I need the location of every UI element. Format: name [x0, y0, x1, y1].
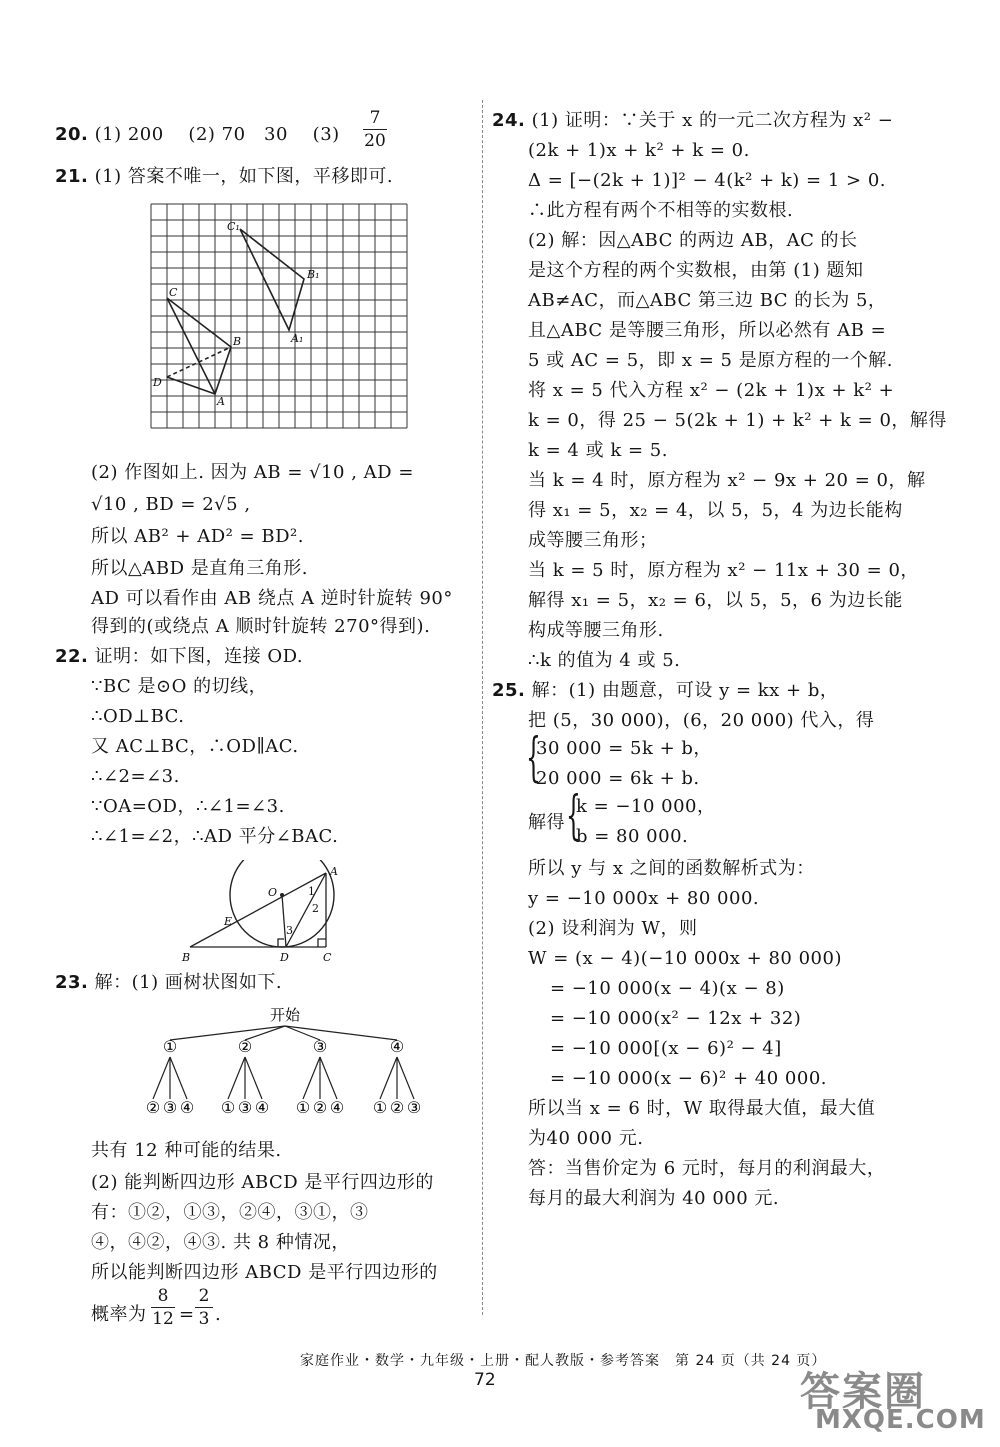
- q23-number: 23.: [55, 972, 89, 993]
- tree-edge-child: [303, 1057, 320, 1099]
- tree-leaf-node: ②: [145, 1098, 161, 1117]
- q23-fraction1: [151, 1286, 175, 1329]
- tree-branch-node: ②: [237, 1037, 253, 1056]
- tree-edge-child: [153, 1057, 170, 1099]
- system1-brace: {: [526, 728, 541, 788]
- tree-leaf-node: ③: [406, 1098, 422, 1117]
- q24-text19: ∴k 的值为 4 或 5.: [528, 650, 681, 671]
- q24-text13: 当 k = 4 时，原方程为 x² − 9x + 20 = 0，解: [528, 470, 926, 491]
- q25-text8: = −10 000(x² − 12x + 32): [550, 1008, 802, 1029]
- label-a: A: [217, 395, 225, 408]
- q24-text6: 是这个方程的两个实数根，由第 (1) 题知: [528, 260, 864, 281]
- q24-text8: 且△ABC 是等腰三角形，所以必然有 AB =: [528, 320, 887, 341]
- q23-text6: 所以能判断四边形 ABCD 是平行四边形的: [91, 1262, 438, 1283]
- label-a2: A: [330, 865, 338, 878]
- q20-number: 20.: [55, 124, 89, 145]
- q21-text4: 所以 AB² + AD² = BD².: [91, 526, 304, 547]
- tree-root: 开始: [269, 1006, 301, 1024]
- q24-text12: k = 4 或 k = 5.: [528, 440, 668, 461]
- q25-text6: W = (x − 4)(−10 000x + 80 000): [528, 948, 842, 969]
- label-d2: D: [280, 951, 289, 964]
- q22-text4: 又 AC⊥BC，∴OD∥AC.: [91, 736, 299, 757]
- page-number: 72: [474, 1370, 496, 1390]
- label-c2: C: [323, 951, 332, 964]
- q24-text9: 5 或 AC = 5，即 x = 5 是原方程的一个解.: [528, 350, 893, 371]
- label-b1: B₁: [307, 268, 320, 281]
- q22-line1: [55, 644, 303, 670]
- q23-tree-diagram: [135, 1000, 435, 1130]
- q24-text17: 解得 x₁ = 5，x₂ = 6，以 5，5，6 为边长能: [528, 590, 903, 611]
- q23-text5: ④，④②，④③. 共 8 种情况，: [91, 1232, 350, 1253]
- q24-text14: 得 x₁ = 5，x₂ = 4，以 5，5，4 为边长能构: [528, 500, 903, 521]
- label-e: E: [224, 915, 233, 928]
- q25-solve-label: 解得: [528, 812, 565, 833]
- tree-edge-child: [320, 1057, 337, 1099]
- label-o: O: [268, 886, 278, 899]
- q25-text4: y = −10 000x + 80 000.: [528, 888, 760, 909]
- q25-text11: 所以当 x = 6 时，W 取得最大值，最大值: [528, 1098, 876, 1119]
- footer-text: 家庭作业・数学・九年级・上册・配人教版・参考答案 第 24 页（共 24 页）: [300, 1353, 827, 1369]
- q22-text1: 证明：如下图，连接 OD.: [94, 646, 304, 667]
- q25-number: 25.: [492, 680, 526, 701]
- q23-frac1-den: 12: [152, 1309, 174, 1329]
- q22-text5: ∴∠2=∠3.: [91, 766, 180, 787]
- q24-text18: 构成等腰三角形.: [528, 620, 664, 641]
- q23-line7: [91, 1302, 147, 1328]
- q25-system2-eq2: b = 80 000.: [576, 826, 689, 847]
- q23-equals: =: [179, 1304, 195, 1325]
- tree-leaf-node: ③: [162, 1098, 178, 1117]
- label-c: C: [169, 286, 178, 299]
- label-c1: C₁: [227, 220, 240, 233]
- right-angle-c: [318, 939, 326, 947]
- q22-number: 22.: [55, 646, 89, 667]
- q25-text14: 每月的最大利润为 40 000 元.: [528, 1188, 780, 1209]
- q24-text15: 成等腰三角形；: [528, 530, 658, 551]
- tree-leaf-node: ③: [237, 1098, 253, 1117]
- q21-text2: (2) 作图如上. 因为 AB = √10 , AD =: [91, 462, 414, 483]
- right-angle-d: [278, 939, 284, 947]
- q23-frac1-num: 8: [157, 1286, 169, 1306]
- q25-text2: 把 (5，30 000)，(6，20 000) 代入，得: [528, 710, 875, 731]
- triangle-a1b1c1: [240, 229, 304, 330]
- q22-text2: ∵BC 是⊙O 的切线，: [91, 676, 268, 697]
- q24-text11: k = 0，得 25 − 5(2k + 1) + k² + k = 0，解得: [528, 410, 947, 431]
- q20-frac-den: 20: [364, 131, 386, 151]
- tree-edge-child: [170, 1057, 187, 1099]
- q21-text5: 所以△ABD 是直角三角形.: [91, 558, 308, 579]
- tree-leaf-node: ①: [295, 1098, 311, 1117]
- q24-text16: 当 k = 5 时，原方程为 x² − 11x + 30 = 0，: [528, 560, 919, 581]
- q25-text5: (2) 设利润为 W，则: [528, 918, 698, 939]
- tree-leaf-node: ②: [389, 1098, 405, 1117]
- q23-line1: [55, 970, 282, 996]
- system2-brace: {: [566, 786, 581, 846]
- q21-text1: (1) 答案不唯一，如下图，平移即可.: [94, 166, 394, 187]
- q25-text12: 为40 000 元.: [528, 1128, 644, 1149]
- q23-text1: 解：(1) 画树状图如下.: [94, 972, 283, 993]
- q22-circle-figure: [180, 860, 355, 965]
- tree-leaf-node: ④: [329, 1098, 345, 1117]
- q24-text5: (2) 解：因△ABC 的两边 AB，AC 的长: [528, 230, 858, 251]
- q23-frac2-den: 3: [198, 1309, 210, 1329]
- q23-frac2-num: 2: [198, 1286, 210, 1306]
- q24-text4: ∴此方程有两个不相等的实数根.: [528, 200, 794, 221]
- q20-line: [55, 122, 340, 148]
- q22-text7: ∴∠1=∠2，∴AD 平分∠BAC.: [91, 826, 339, 847]
- q24-line1: [492, 108, 893, 134]
- q23-fraction2: [195, 1286, 213, 1329]
- q24-text10: 将 x = 5 代入方程 x² − (2k + 1)x + k² +: [528, 380, 895, 401]
- tree-edge-child: [380, 1057, 397, 1099]
- tree-edge-child: [245, 1057, 262, 1099]
- tree-branch-node: ③: [312, 1037, 328, 1056]
- tree-edge-child: [228, 1057, 245, 1099]
- q24-text1: (1) 证明：∵关于 x 的一元二次方程为 x² −: [531, 110, 894, 131]
- q21-text7: 得到的(或绕点 A 顺时针旋转 270°得到).: [91, 616, 431, 637]
- q25-system2-eq1: k = −10 000，: [576, 796, 716, 817]
- tree-leaf-node: ④: [179, 1098, 195, 1117]
- q25-system1-eq2: 20 000 = 6k + b.: [536, 768, 700, 789]
- q24-text3: Δ = [−(2k + 1)]² − 4(k² + k) = 1 > 0.: [528, 170, 887, 191]
- tree-leaf-node: ①: [220, 1098, 236, 1117]
- q25-text10: = −10 000(x − 6)² + 40 000.: [550, 1068, 827, 1089]
- tree-branch-node: ①: [162, 1037, 178, 1056]
- q20-fraction: [363, 108, 387, 151]
- angle-1-label: 1: [308, 885, 315, 898]
- q25-text9: = −10 000[(x − 6)² − 4]: [550, 1038, 782, 1059]
- tree-leaf-node: ②: [312, 1098, 328, 1117]
- q24-text2: (2k + 1)x + k² + k = 0.: [528, 140, 750, 161]
- label-a1: A₁: [291, 332, 304, 345]
- label-b2: B: [182, 951, 191, 964]
- tree-edge-child: [397, 1057, 414, 1099]
- q22-text6: ∵OA=OD，∴∠1=∠3.: [91, 796, 285, 817]
- q21-line1: [55, 164, 393, 190]
- q20-frac-num: 7: [369, 108, 381, 128]
- column-divider: [482, 100, 483, 1315]
- tree-leaf-node: ①: [372, 1098, 388, 1117]
- q21-grid-figure: [147, 200, 412, 437]
- q23-text2: 共有 12 种可能的结果.: [91, 1140, 282, 1161]
- q24-text7: AB≠AC，而△ABC 第三边 BC 的长为 5，: [528, 290, 887, 311]
- q21-number: 21.: [55, 166, 89, 187]
- q23-prob-prefix: 概率为: [91, 1304, 147, 1325]
- q21-text6: AD 可以看作由 AB 绕点 A 逆时针旋转 90°: [91, 588, 453, 609]
- watermark-logo: 答案圈: [800, 1369, 926, 1415]
- q20-text: (1) 200 (2) 70 30 (3): [94, 124, 340, 145]
- q23-text4: 有：①②，①③，②④，③①，③: [91, 1202, 369, 1223]
- tree-leaf-node: ④: [254, 1098, 270, 1117]
- q25-text7: = −10 000(x − 4)(x − 8): [550, 978, 785, 999]
- q21-text3: √10 , BD = 2√5 ,: [91, 494, 251, 515]
- label-b: B: [233, 335, 242, 348]
- q25-text13: 答：当售价定为 6 元时，每月的利润最大，: [528, 1158, 886, 1179]
- q25-text1: 解：(1) 由题意，可设 y = kx + b，: [531, 680, 839, 701]
- q23-text3: (2) 能判断四边形 ABCD 是平行四边形的: [91, 1172, 434, 1193]
- angle-3-label: 3: [286, 924, 293, 937]
- tree-edge-root: [170, 1026, 285, 1040]
- q25-line1: [492, 678, 838, 704]
- q23-period: .: [215, 1304, 222, 1325]
- tree-branch-node: ④: [389, 1037, 405, 1056]
- q25-text3: 所以 y 与 x 之间的函数解析式为：: [528, 858, 815, 879]
- q24-number: 24.: [492, 110, 526, 131]
- angle-2-label: 2: [312, 902, 319, 915]
- label-d: D: [153, 376, 162, 389]
- watermark-url: MXQE.COM: [815, 1405, 986, 1435]
- q22-text3: ∴OD⊥BC.: [91, 706, 185, 727]
- q25-system1-eq1: 30 000 = 5k + b，: [536, 738, 712, 759]
